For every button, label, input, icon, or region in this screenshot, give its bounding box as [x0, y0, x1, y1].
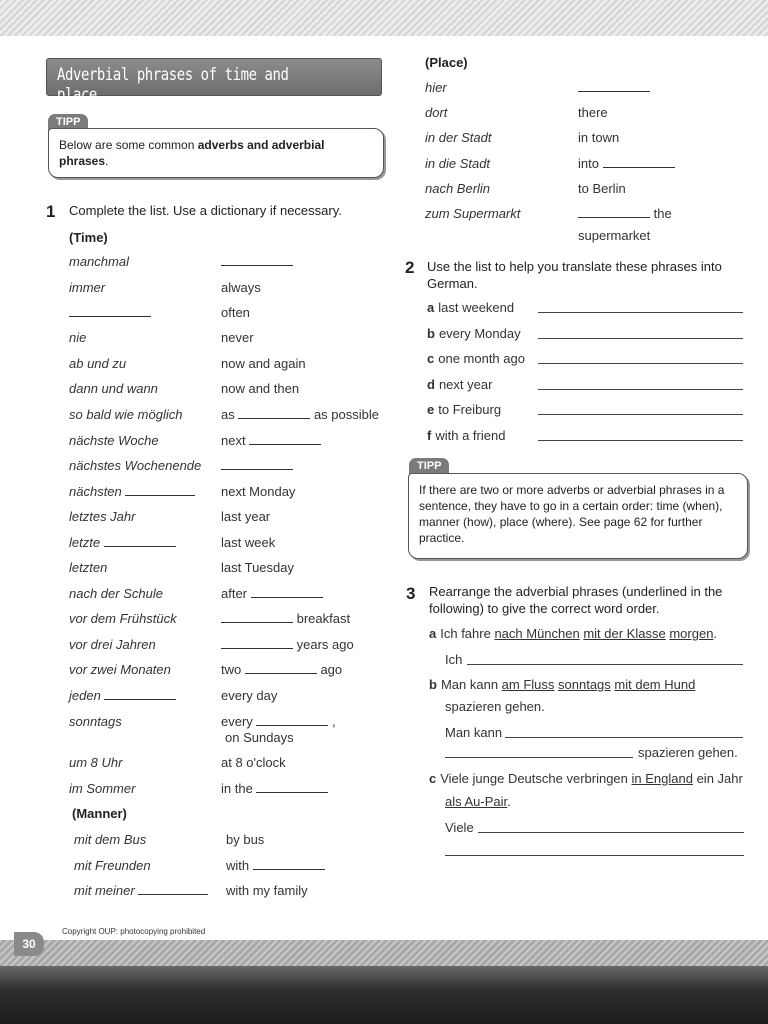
english-text: every [221, 714, 257, 729]
ex2-item [427, 351, 525, 366]
ex3-a-phrase-3: morgen [669, 626, 714, 641]
english-text-end: , [328, 714, 336, 729]
ex2-item-letter: e [427, 402, 435, 417]
tipp-tag-2: TIPP [409, 458, 449, 475]
ex3-a-letter: a [429, 626, 437, 641]
german-text: vor dem Frühstück [69, 611, 177, 626]
german-text: vor zwei Monaten [69, 662, 171, 677]
time-row-german [69, 611, 177, 626]
english-text-end: breakfast [293, 611, 351, 626]
english-text: with [226, 858, 253, 873]
time-row-english [221, 688, 277, 703]
ex3-b-answer-line-2[interactable] [445, 757, 633, 758]
exercise-3-instruction: Rearrange the adverbial phrases (underlined in the following) to give the correct word order. [429, 584, 723, 616]
time-row-english [221, 381, 299, 396]
ex3-b-sentence-line2: spazieren gehen. [445, 699, 545, 714]
ex3-b-pre: Man kann [440, 677, 502, 692]
ex3-b-letter: b [429, 677, 437, 692]
ex3-c-mid: ein Jahr [692, 771, 743, 786]
time-row-german [69, 637, 156, 652]
english-text: by bus [226, 832, 265, 847]
english-text: next Monday [221, 484, 296, 499]
german-blank[interactable] [125, 484, 195, 496]
ex2-answer-line[interactable] [538, 440, 743, 441]
german-text: dann und wann [69, 381, 158, 396]
ex3-c-answer-line-1[interactable] [478, 832, 744, 833]
time-row-german [69, 305, 151, 320]
english-text: every day [221, 688, 278, 703]
english-blank[interactable] [221, 254, 293, 266]
manner-row-german [74, 883, 208, 898]
german-text: um 8 Uhr [69, 755, 123, 770]
place-row-german: in die Stadt [425, 156, 491, 171]
german-text: ab und zu [69, 356, 127, 371]
time-row-german [69, 509, 135, 524]
english-text: now and then [221, 381, 300, 396]
german-text: nie [69, 330, 87, 345]
time-row-english [221, 662, 342, 677]
place-row-german: hier [425, 80, 447, 95]
page-number: 30 [14, 932, 44, 956]
place-row-english-line2: supermarket [578, 228, 651, 243]
german-text: nächstes Wochenende [69, 458, 202, 473]
ex3-a-pre: Ich fahre [440, 626, 495, 641]
tipp-box-2 [408, 473, 748, 559]
english-text: last year [221, 509, 271, 524]
top-decorative-band [0, 0, 768, 44]
ex2-item-letter: d [427, 377, 435, 392]
place-row-english [578, 156, 675, 171]
time-row-english [221, 407, 379, 422]
tipp-box-1 [48, 128, 384, 178]
ex2-answer-line[interactable] [538, 389, 743, 390]
english-text: at 8 o'clock [221, 755, 286, 770]
ex3-b-phrase-3: mit dem Hund [614, 677, 696, 692]
exercise-1-instruction: Complete the list. Use a dictionary if necessary. [69, 203, 342, 218]
english-blank[interactable] [221, 458, 293, 470]
time-row-english [221, 356, 306, 371]
ex3-c-phrase-1: in England [631, 771, 693, 786]
manner-row-english [226, 832, 264, 847]
english-text-end: as possible [310, 407, 379, 422]
ex3-a-phrase-2: mit der Klasse [583, 626, 666, 641]
time-row-english [221, 254, 293, 269]
ex2-item [427, 428, 505, 443]
ex3-b-answer-line-1[interactable] [505, 737, 743, 738]
tipp-tag-1: TIPP [48, 114, 88, 131]
ex3-c-answer-start: Viele [445, 820, 474, 835]
german-blank[interactable] [104, 535, 176, 547]
ex3-c-answer-line-2[interactable] [445, 855, 744, 856]
german-blank[interactable] [138, 883, 208, 895]
ex3-a-answer-start: Ich [445, 652, 463, 667]
place-row-german: in der Stadt [425, 130, 492, 145]
manner-row-german [74, 832, 146, 847]
time-row-german [69, 560, 107, 575]
german-text: nächsten [69, 484, 126, 499]
german-text: letzten [69, 560, 108, 575]
ex2-item-text: last weekend [438, 300, 515, 315]
time-row-german [69, 381, 158, 396]
english-text: always [221, 280, 261, 295]
time-row-german [69, 280, 105, 295]
english-text: last Tuesday [221, 560, 294, 575]
english-text: next [221, 433, 250, 448]
german-text: im Sommer [69, 781, 136, 796]
time-row-english [221, 509, 270, 524]
english-text: last week [221, 535, 276, 550]
english-text-end: ago [316, 662, 343, 677]
ex3-b-phrase-2: sonntags [558, 677, 611, 692]
tipp1-bold-text: adverbs and adverbial phrases [59, 138, 325, 168]
manner-row-german [74, 858, 151, 873]
place-row-german: dort [425, 105, 448, 120]
english-text: often [221, 305, 250, 320]
time-row-german [69, 356, 126, 371]
ex2-item-letter: a [427, 300, 435, 315]
ex2-item-text: to Freiburg [438, 402, 502, 417]
time-row-german [69, 484, 195, 499]
german-text: vor drei Jahren [69, 637, 156, 652]
time-row-english [221, 611, 350, 626]
english-text: in town [578, 130, 620, 145]
english-text: two [221, 662, 245, 677]
time-row-english [221, 637, 354, 652]
ex2-item [427, 326, 521, 341]
english-blank[interactable] [256, 714, 328, 726]
time-heading: (Time) [69, 230, 108, 245]
place-row-english [578, 130, 619, 145]
ex3-item-c-sentence [429, 771, 743, 786]
english-text: with my family [226, 883, 308, 898]
ex3-c-sentence-line2 [445, 794, 511, 809]
english-blank[interactable] [245, 662, 317, 674]
english-text-end: years ago [293, 637, 354, 652]
ex2-answer-line[interactable] [538, 338, 743, 339]
ex2-answer-line[interactable] [538, 312, 743, 313]
english-text-end: the [650, 206, 672, 221]
german-text: sonntags [69, 714, 122, 729]
german-text: jeden [69, 688, 105, 703]
manner-row-english [226, 858, 325, 873]
tipp1-text-end: . [105, 154, 109, 168]
english-text: into [578, 156, 603, 171]
ex3-c-letter: c [429, 771, 437, 786]
ex2-item-letter: c [427, 351, 435, 366]
ex2-item [427, 402, 501, 417]
time-row-english-line2: on Sundays [225, 730, 294, 745]
english-blank[interactable] [221, 637, 293, 649]
time-row-german [69, 714, 122, 729]
tipp2-text: If there are two or more adverbs or adverbial phrases in a sentence, they have to go in a certain order: time (when), manner (how), place (where). See page 62 for further practice. [419, 483, 725, 545]
ex2-item [427, 300, 514, 315]
ex3-a-phrase-1: nach München [494, 626, 580, 641]
exercise-3-number: 3 [406, 584, 416, 603]
time-row-german [69, 755, 122, 770]
time-row-english [221, 535, 275, 550]
exercise-2-number: 2 [405, 258, 415, 277]
english-text: after [221, 586, 251, 601]
german-text: immer [69, 280, 106, 295]
german-text: mit meiner [74, 883, 139, 898]
place-heading: (Place) [425, 55, 468, 70]
place-row-english [578, 80, 650, 95]
ex2-item-letter: f [427, 428, 432, 443]
ex2-answer-line[interactable] [538, 363, 743, 364]
time-row-german [69, 407, 182, 422]
page-title: Adverbial phrases of time and place [57, 65, 289, 105]
time-row-english [221, 305, 250, 320]
time-row-german [69, 458, 201, 473]
english-blank[interactable] [603, 156, 675, 168]
time-row-english [221, 458, 293, 473]
ex2-item-text: one month ago [438, 351, 525, 366]
time-row-german [69, 433, 159, 448]
german-text: manchmal [69, 254, 129, 269]
ex2-item-letter: b [427, 326, 435, 341]
manner-row-english [226, 883, 308, 898]
place-row-english [578, 206, 672, 221]
english-text: now and again [221, 356, 306, 371]
english-blank[interactable] [578, 80, 650, 92]
time-row-german [69, 662, 171, 677]
german-text: letzte [69, 535, 104, 550]
ex3-a-answer-line[interactable] [467, 664, 743, 665]
time-row-english [221, 330, 254, 345]
time-row-german [69, 330, 86, 345]
place-row-english [578, 181, 626, 196]
ex3-item-a-sentence [429, 626, 717, 641]
bottom-decorative-band [0, 940, 768, 1024]
ex3-b-answer-end: spazieren gehen. [638, 745, 738, 760]
exercise-2-instruction: Use the list to help you translate these phrases into German. [427, 259, 722, 291]
english-text: as [221, 407, 239, 422]
ex2-item-text: every Monday [438, 326, 521, 341]
ex3-item-b-sentence [429, 677, 695, 692]
english-blank[interactable] [249, 433, 321, 445]
ex3-b-answer-start: Man kann [445, 725, 503, 740]
ex3-c-pre: Viele junge Deutsche verbringen [440, 771, 632, 786]
english-text: in the [221, 781, 257, 796]
time-row-english [221, 280, 261, 295]
time-row-english [221, 560, 294, 575]
german-text: mit Freunden [74, 858, 151, 873]
english-text: there [578, 105, 608, 120]
time-row-english [221, 586, 323, 601]
english-blank[interactable] [256, 781, 328, 793]
english-text: never [221, 330, 254, 345]
time-row-german [69, 688, 176, 703]
english-blank[interactable] [251, 586, 323, 598]
english-blank[interactable] [253, 858, 325, 870]
time-row-german [69, 781, 135, 796]
german-text: letztes Jahr [69, 509, 136, 524]
time-row-german [69, 254, 129, 269]
ex3-b-phrase-1: am Fluss [501, 677, 555, 692]
english-blank[interactable] [578, 206, 650, 218]
time-row-english [221, 781, 328, 796]
time-row-german [69, 535, 176, 550]
german-text: so bald wie möglich [69, 407, 183, 422]
ex2-item [427, 377, 492, 392]
time-row-english [221, 714, 336, 729]
copyright-notice: Copyright OUP: photocopying prohibited [62, 927, 206, 936]
exercise-1-number: 1 [46, 202, 56, 221]
english-blank[interactable] [238, 407, 310, 419]
time-row-german [69, 586, 163, 601]
time-row-english [221, 484, 295, 499]
german-text: nach der Schule [69, 586, 163, 601]
place-row-english [578, 105, 608, 120]
german-text: nächste Woche [69, 433, 159, 448]
place-row-german: nach Berlin [425, 181, 491, 196]
page-title-banner [46, 58, 382, 105]
ex3-a-post: . [713, 626, 718, 641]
ex2-answer-line[interactable] [538, 414, 743, 415]
manner-heading: (Manner) [72, 806, 127, 821]
german-text: mit dem Bus [74, 832, 147, 847]
english-blank[interactable] [221, 611, 293, 623]
time-row-english [221, 433, 321, 448]
ex3-c-post: . [507, 794, 511, 809]
place-row-german: zum Supermarkt [425, 206, 521, 221]
ex2-item-text: next year [438, 377, 493, 392]
english-text: to Berlin [578, 181, 626, 196]
german-blank[interactable] [69, 305, 151, 317]
time-row-english [221, 755, 286, 770]
ex2-item-text: with a friend [435, 428, 506, 443]
german-blank[interactable] [104, 688, 176, 700]
ex3-c-phrase-2: als Au-Pair [445, 794, 508, 809]
tipp1-text: Below are some common [59, 138, 198, 152]
